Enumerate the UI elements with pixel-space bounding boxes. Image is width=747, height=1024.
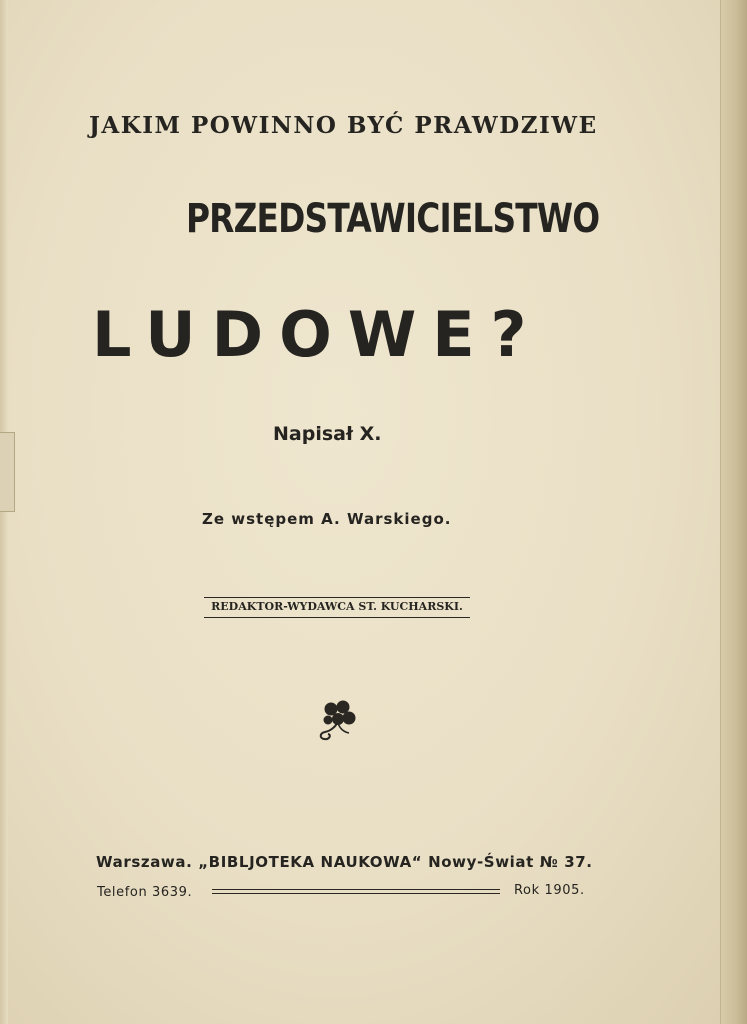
editor-line: REDAKTOR-WYDAWCA ST. KUCHARSKI. xyxy=(211,600,463,613)
title-line-1: JAKIM POWINNO BYĆ PRAWDZIWE xyxy=(89,112,598,139)
imprint-line: Warszawa. „BIBLJOTEKA NAUKOWA“ Nowy-Świat № 37. xyxy=(96,853,593,871)
binding-tab xyxy=(0,432,15,512)
title-line-2: PRZEDSTAWICIELSTWO xyxy=(185,196,600,242)
preface-line: Ze wstępem A. Warskiego. xyxy=(202,510,452,528)
clover-ornament-icon xyxy=(316,697,360,743)
editor-rule-box xyxy=(204,597,470,618)
phone-line: Telefon 3639. xyxy=(97,885,193,900)
year-line: Rok 1905. xyxy=(514,883,585,898)
double-rule xyxy=(212,889,500,894)
page-left-edge xyxy=(0,0,8,1024)
title-line-3: LUDOWE? xyxy=(92,298,543,371)
page-right-edge xyxy=(720,0,747,1024)
author-line: Napisał X. xyxy=(273,423,382,445)
